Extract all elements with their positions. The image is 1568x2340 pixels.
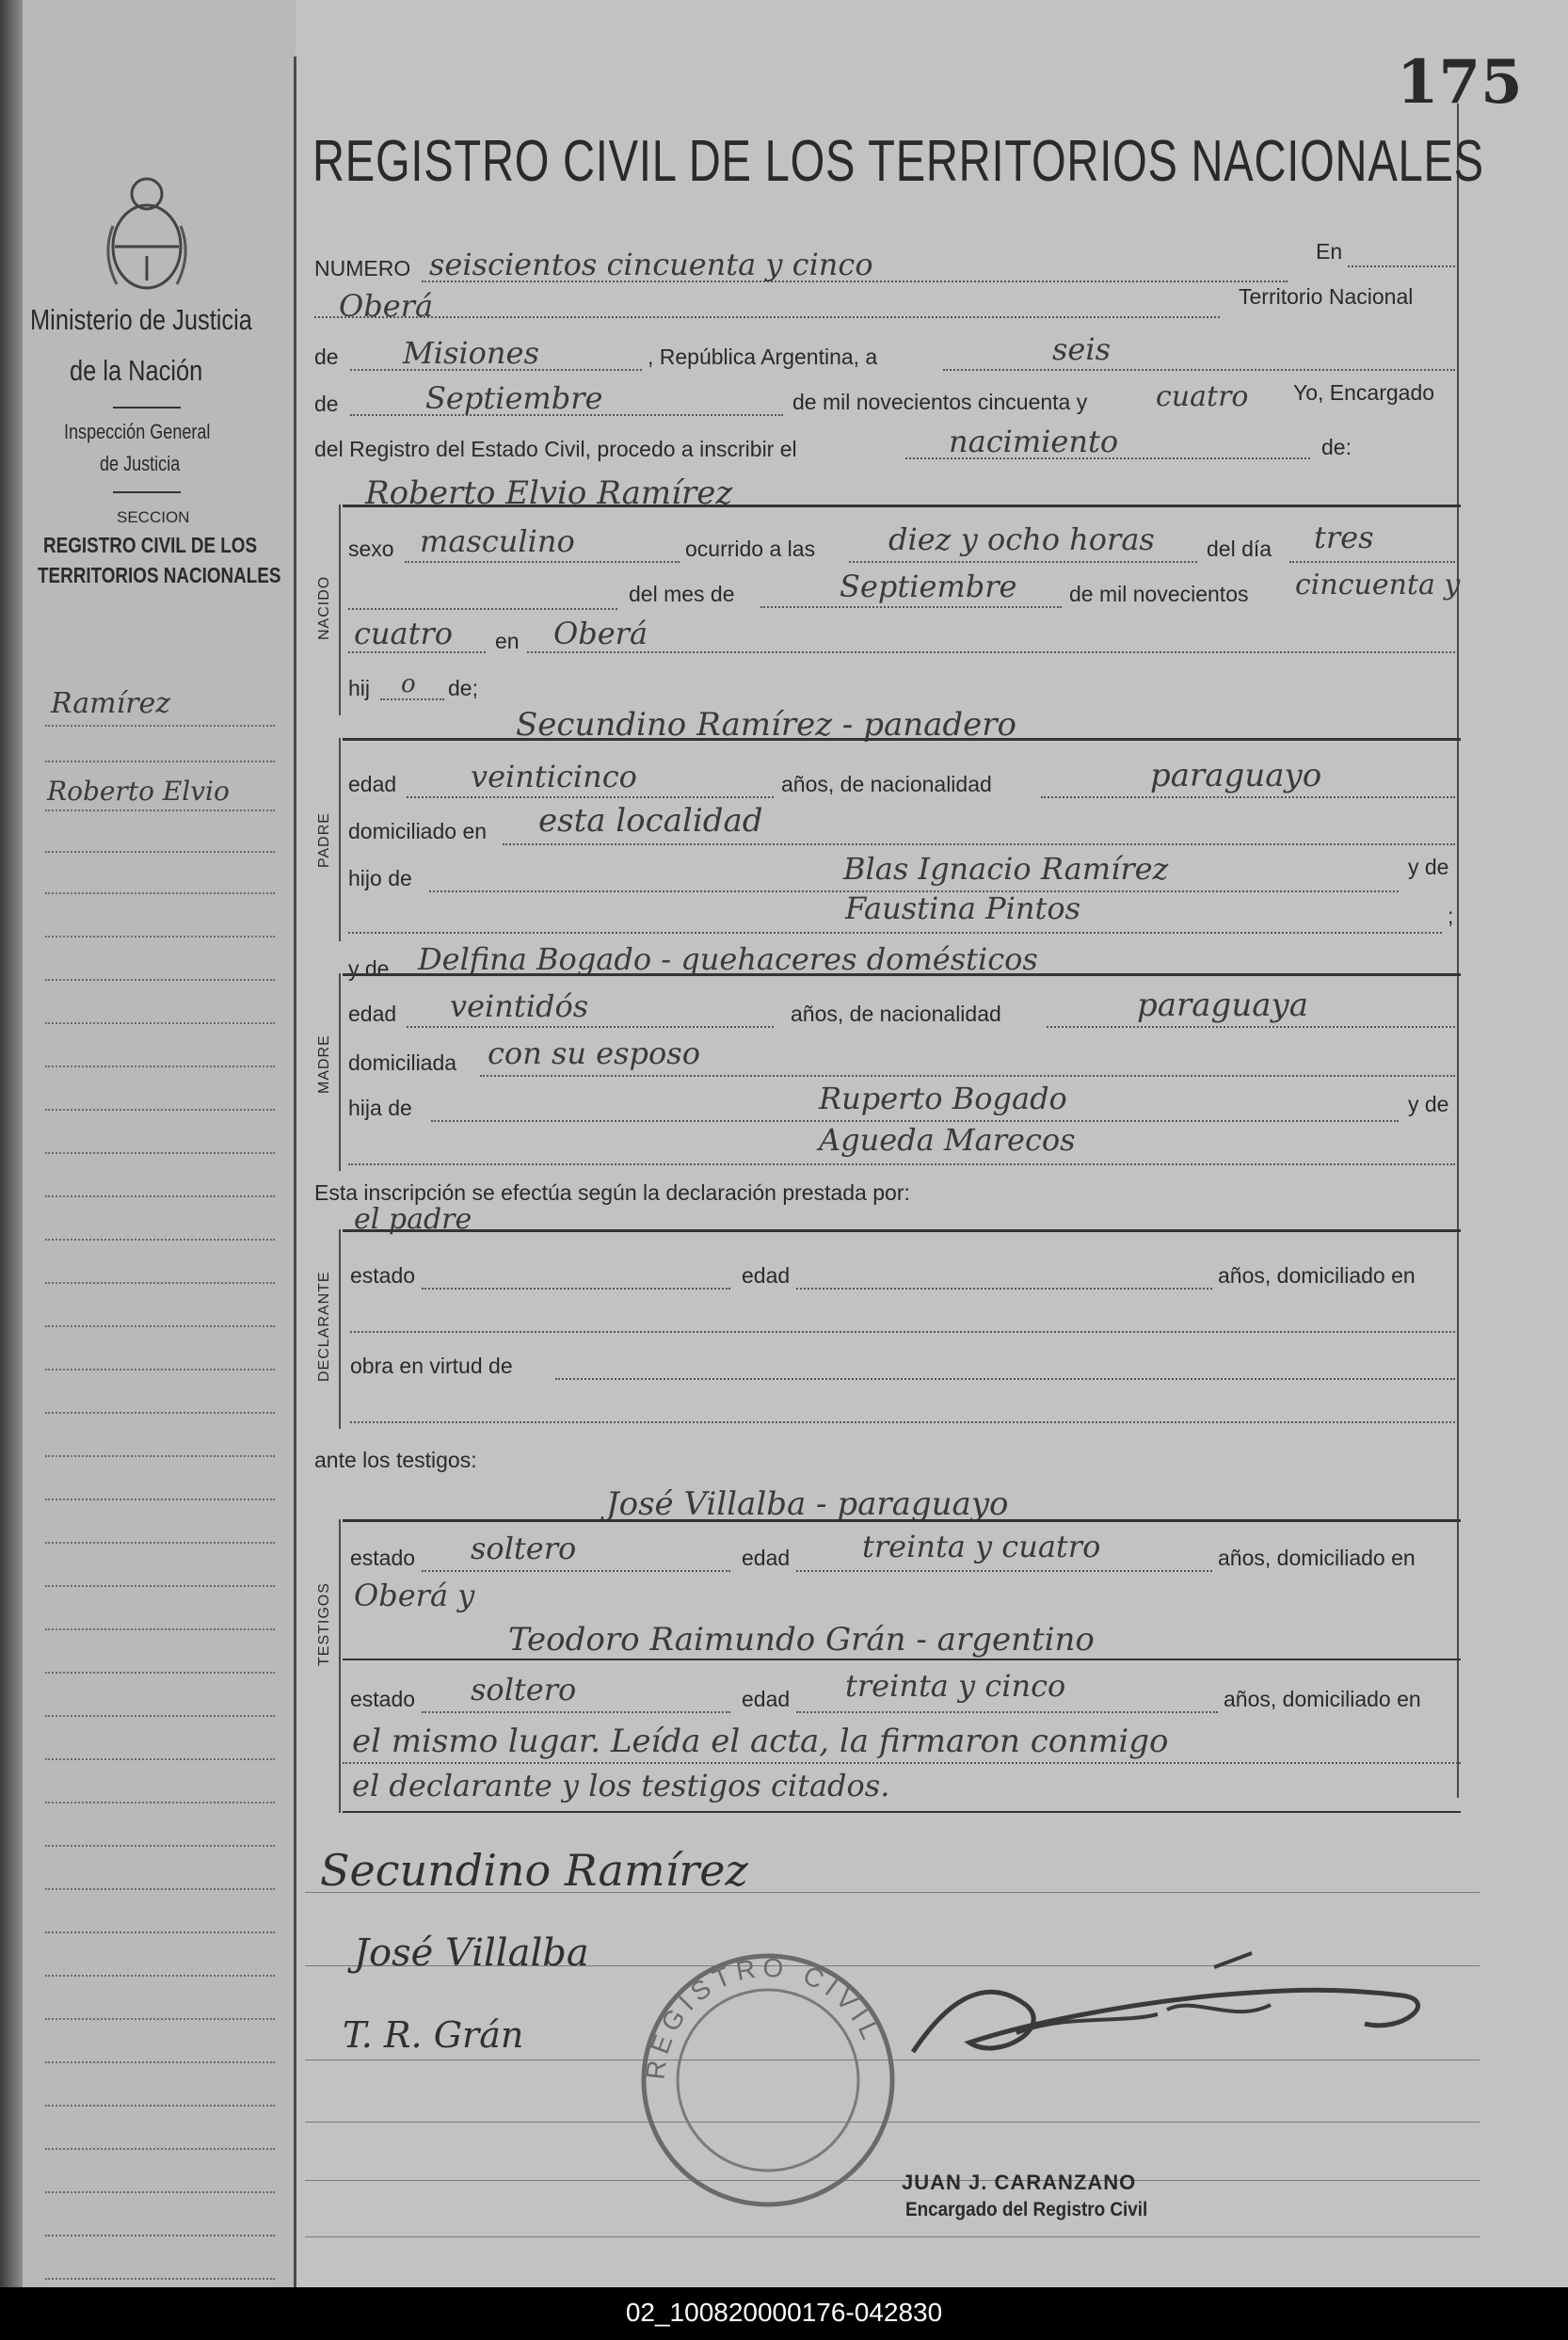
declarante-edad-line — [796, 1288, 1212, 1290]
inspection-line-2: de Justicia — [100, 452, 181, 475]
register-title: REGISTRO CIVIL DE LOS TERRITORIOS NACIONALES — [312, 129, 1484, 194]
en-label: En — [1316, 239, 1343, 264]
padre-hijo-label: hijo de — [348, 866, 412, 890]
madre-hija-label: hija de — [348, 1096, 412, 1120]
madre-yde-label: y de — [348, 956, 390, 981]
newborn-name: Roberto Elvio Ramírez — [365, 474, 733, 512]
right-border — [1457, 104, 1459, 1798]
margin-line — [45, 1802, 275, 1803]
declarante-who: el padre — [354, 1203, 472, 1236]
margin-line — [45, 2148, 275, 2150]
declarante-bracket — [339, 1229, 341, 1429]
madre-edad-line — [407, 1026, 774, 1028]
ministry-line-1: Ministerio de Justicia — [30, 303, 252, 336]
sidebar-rule — [113, 407, 181, 409]
witness-2-rule — [343, 1659, 1461, 1660]
declarante-anos-label: años, domiciliado en — [1218, 1263, 1416, 1288]
birth-month-line — [760, 606, 1062, 608]
official-stamp-icon — [627, 1939, 909, 2221]
section-label: SECCION — [117, 508, 190, 526]
declarante-obra-label: obra en virtud de — [350, 1354, 513, 1378]
madre-side-label: MADRE — [316, 1034, 332, 1094]
sexo-label: sexo — [348, 537, 394, 561]
madre-nacionalidad-value: paraguaya — [1137, 986, 1308, 1024]
numero-value: seiscientos cincuenta y cinco — [429, 247, 873, 282]
witness-1-edad-line — [796, 1570, 1212, 1572]
closing-line-1: el mismo lugar. Leída el acta, la firmaron conmigo — [352, 1723, 1169, 1760]
witness-2-edad: treinta y cinco — [845, 1668, 1066, 1704]
territory-value: Misiones — [403, 335, 539, 371]
margin-line — [45, 851, 275, 853]
madre-edad-value: veintidós — [450, 988, 589, 1024]
signature-father: Secundino Ramírez — [320, 1845, 748, 1896]
margin-line — [45, 936, 275, 938]
birth-place-line — [527, 651, 1455, 653]
margin-line — [45, 2278, 275, 2280]
margin-line — [45, 1195, 275, 1197]
sexo-line — [405, 561, 680, 563]
declarante-obra-line — [555, 1378, 1455, 1380]
margin-line — [45, 1758, 275, 1760]
registro-label: del Registro del Estado Civil, procedo a inscribir el — [314, 437, 797, 461]
witness-1-place: Oberá y — [354, 1578, 475, 1613]
birth-month-value: Septiembre — [840, 569, 1017, 604]
margin-line — [45, 809, 275, 811]
hij-de-label: de; — [448, 676, 478, 700]
republica-label: , República Argentina, a — [648, 345, 878, 369]
coat-of-arms-icon — [98, 169, 196, 301]
padre-edad-line — [407, 796, 774, 798]
month-value: Septiembre — [425, 380, 603, 416]
section-line-1: REGISTRO CIVIL DE LOS — [43, 533, 258, 557]
margin-line — [45, 1628, 275, 1630]
witness-2-edad-label: edad — [742, 1687, 791, 1711]
margin-line — [45, 1282, 275, 1284]
padre-nacionalidad-value: paraguayo — [1150, 757, 1322, 794]
ocurrido-label: ocurrido a las — [685, 537, 816, 561]
nacido-side-label: NACIDO — [316, 575, 332, 640]
hij-label: hij — [348, 676, 371, 700]
maternal-grandfather: Ruperto Bogado — [819, 1081, 1067, 1116]
margin-line — [45, 1369, 275, 1370]
margin-line — [45, 761, 275, 762]
encargado-label: Yo, Encargado — [1293, 380, 1435, 405]
hour-line — [849, 561, 1197, 563]
father-name-rule — [343, 738, 1461, 741]
day-value: seis — [1052, 331, 1112, 367]
margin-line — [45, 1499, 275, 1500]
witness-2-name: Teodoro Raimundo Grán - argentino — [508, 1621, 1095, 1659]
declarante-rule — [343, 1229, 1461, 1232]
madre-nacionalidad-line — [1047, 1026, 1455, 1028]
witness-1-anos-label: años, domiciliado en — [1218, 1546, 1416, 1570]
witness-1-rule — [343, 1519, 1461, 1522]
madre-edad-label: edad — [348, 1002, 397, 1026]
margin-line — [45, 2105, 275, 2107]
paternal-grandfather: Blas Ignacio Ramírez — [843, 851, 1169, 887]
declarante-intro: Esta inscripción se efectúa según la declaración prestada por: — [314, 1180, 910, 1205]
madre-domicilio-label: domiciliada — [348, 1050, 457, 1075]
declarante-estado-line — [422, 1288, 730, 1290]
declarante-estado-label: estado — [350, 1263, 416, 1288]
en-line — [1348, 265, 1455, 267]
birth-year-value-2: cuatro — [354, 616, 454, 651]
page-number: 175 — [1397, 47, 1523, 118]
madre-domicilio-value: con su esposo — [488, 1035, 700, 1071]
margin-line — [45, 1542, 275, 1544]
witness-2-edad-line — [796, 1711, 1218, 1713]
closing-line-1-rule — [343, 1762, 1461, 1764]
territorio-label: Territorio Nacional — [1239, 284, 1414, 309]
margin-given-names: Roberto Elvio — [47, 776, 230, 807]
hij-line — [380, 698, 444, 700]
mes-label: del mes de — [629, 582, 735, 606]
section-line-2: TERRITORIOS NACIONALES — [38, 563, 281, 587]
padre-bracket — [339, 738, 341, 941]
margin-line — [45, 2235, 275, 2236]
margin-line — [45, 1975, 275, 1977]
svg-text:REGISTRO CIVIL — [640, 1952, 888, 2080]
madre-domicilio-line — [480, 1075, 1455, 1077]
padre-domicilio-value: esta localidad — [538, 802, 763, 840]
witness-2-estado-line — [422, 1711, 730, 1713]
witness-2-estado-label: estado — [350, 1687, 416, 1711]
en-label: en — [495, 629, 520, 653]
witness-1-name: José Villalba - paraguayo — [606, 1485, 1009, 1523]
declarante-side-label: DECLARANTE — [316, 1271, 332, 1382]
officer-title: Encargado del Registro Civil — [905, 2199, 1148, 2220]
testigos-bracket — [339, 1519, 341, 1813]
margin-line — [45, 1239, 275, 1241]
margin-surname: Ramírez — [51, 687, 171, 720]
closing-rule — [343, 1811, 1461, 1813]
madre-bracket — [339, 973, 341, 1171]
mil-label: de mil novecientos — [1069, 582, 1249, 606]
del-dia-label: del día — [1207, 537, 1272, 561]
padre-mother-line — [348, 932, 1442, 934]
sidebar-rule — [113, 491, 181, 493]
margin-column — [23, 0, 296, 2287]
witness-1-edad: treinta y cuatro — [862, 1529, 1101, 1564]
margin-line — [45, 1152, 275, 1154]
father-name: Secundino Ramírez - panadero — [516, 706, 1017, 744]
padre-nacionalidad-line — [1041, 796, 1455, 798]
inspection-line-1: Inspección General — [64, 420, 211, 443]
margin-line — [45, 1412, 275, 1414]
stamp-text: REGISTRO CIVIL — [640, 1952, 888, 2081]
hour-value: diez y ocho horas — [888, 521, 1155, 557]
birth-year-value-1: cincuenta y — [1295, 569, 1461, 601]
officer-signature-icon — [875, 1939, 1459, 2090]
margin-line — [45, 2061, 275, 2063]
padre-edad-value: veinticinco — [471, 759, 637, 794]
hij-value: o — [401, 670, 416, 698]
margin-line — [45, 1931, 275, 1933]
year2-line — [348, 651, 486, 653]
padre-domicilio-label: domiciliado en — [348, 819, 488, 843]
padre-side-label: PADRE — [316, 812, 332, 868]
margin-line — [45, 979, 275, 981]
margin-line — [45, 1888, 275, 1890]
de2-label: de — [314, 392, 339, 416]
witness-2-anos-label: años, domiciliado en — [1224, 1687, 1421, 1711]
de-label: de — [314, 345, 339, 369]
declarante-domicilio-line — [350, 1331, 1455, 1333]
witness-2-estado: soltero — [471, 1672, 577, 1707]
book-spine — [0, 0, 23, 2287]
year-label: de mil novecientos cincuenta y — [792, 390, 1088, 414]
testigos-side-label: TESTIGOS — [316, 1582, 332, 1666]
padre-edad-label: edad — [348, 772, 397, 796]
margin-line — [45, 725, 275, 727]
image-code: 02_100820000176-042830 — [625, 2298, 943, 2327]
margin-line — [45, 1672, 275, 1674]
padre-nacionalidad-label: años, de nacionalidad — [781, 772, 992, 796]
madre-nacionalidad-label: años, de nacionalidad — [791, 1002, 1001, 1026]
ministry-line-2: de la Nación — [70, 354, 203, 387]
padre-yde-label: y de — [1408, 855, 1449, 879]
margin-line — [45, 1325, 275, 1327]
padre-domicilio-line — [503, 843, 1455, 845]
margin-divider — [294, 56, 296, 2287]
witness-1-estado: soltero — [471, 1531, 577, 1566]
margin-line — [45, 1455, 275, 1457]
mother-name-rule — [343, 973, 1461, 976]
margin-line — [45, 1715, 275, 1717]
nacido-bracket — [339, 505, 341, 715]
birth-day-value: tres — [1314, 520, 1374, 555]
place-line — [314, 316, 1220, 318]
witness-1-estado-line — [422, 1570, 730, 1572]
signature-witness-2: T. R. Grán — [343, 2014, 524, 2056]
paternal-grandmother: Faustina Pintos — [845, 890, 1081, 926]
mes-blank-line — [348, 608, 617, 610]
margin-line — [45, 1845, 275, 1847]
newborn-name-rule — [343, 505, 1461, 507]
day-line — [943, 369, 1455, 371]
officer-name: JUAN J. CARANZANO — [902, 2171, 1137, 2194]
mother-name: Delfina Bogado - quehaceres domésticos — [418, 941, 1038, 977]
margin-line — [45, 2018, 275, 2020]
place-value: Oberá — [339, 288, 434, 324]
declarante-extra-line — [350, 1421, 1455, 1423]
margin-line — [45, 892, 275, 894]
testigos-intro: ante los testigos: — [314, 1448, 477, 1472]
maternal-grandmother: Agueda Marecos — [819, 1122, 1076, 1158]
signature-witness-1: José Villalba — [354, 1931, 589, 1975]
margin-line — [45, 1022, 275, 1024]
closing-line-2: el declarante y los testigos citados. — [352, 1768, 890, 1803]
madre-yde2-label: y de — [1408, 1092, 1449, 1116]
day-line — [1289, 561, 1455, 563]
witness-1-edad-label: edad — [742, 1546, 791, 1570]
birth-place-value: Oberá — [553, 616, 648, 651]
de3-label: de: — [1321, 435, 1352, 459]
numero-label: NUMERO — [314, 256, 411, 280]
margin-line — [45, 1585, 275, 1587]
margin-line — [45, 2191, 275, 2193]
madre-mother-line — [348, 1163, 1455, 1165]
padre-semicolon: ; — [1448, 904, 1454, 928]
witness-1-estado-label: estado — [350, 1546, 416, 1570]
signature-line — [305, 2236, 1480, 2237]
margin-line — [45, 1109, 275, 1111]
margin-line — [45, 1066, 275, 1067]
year-value: cuatro — [1156, 380, 1249, 413]
sexo-value: masculino — [420, 523, 575, 559]
act-type-value: nacimiento — [949, 424, 1119, 459]
declarante-edad-label: edad — [742, 1263, 791, 1288]
